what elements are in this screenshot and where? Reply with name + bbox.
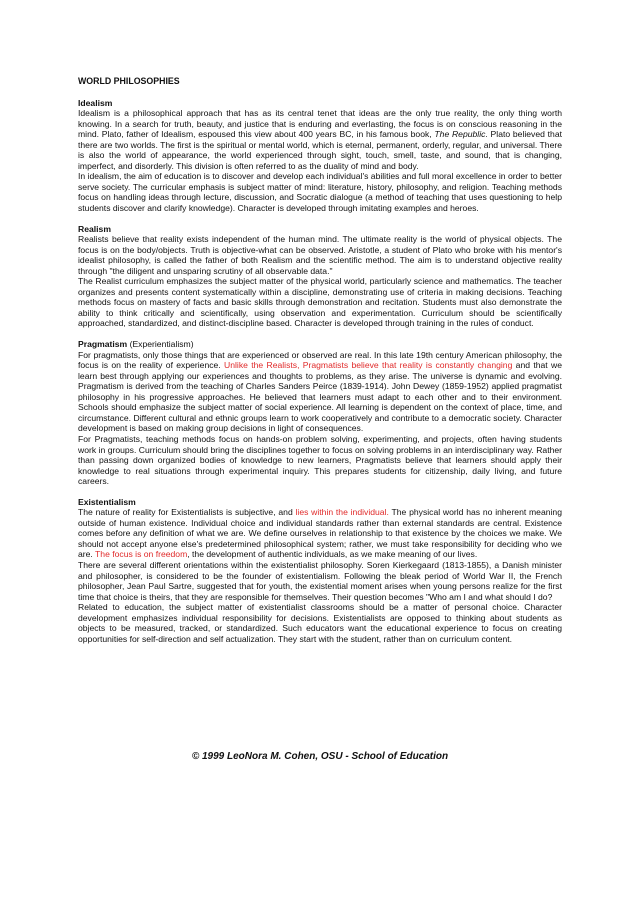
text-run: The Realist curriculum emphasizes the subject matter of the physical world, particularly science and mathematics. The teacher organizes and presents content systematically within a discipline, demonstrating use of criteria in making decisions. Teaching methods focus on mastery of facts and basic skills through demonstration and recitation. Students must also demonstrate the ability to think critically and scientifically, using observation and experimentation. Curriculum should be scientifically approached, standardized, and distinct-discipline based. Character is developed through training in the rules of conduct. [78,276,562,329]
text-run: and that we learn best through applying our experiences and thoughts to problems, as they arise. The universe is dynamic and evolving. Pragmatism is derived from the teaching of Charles Sanders Peirce (1839-1914). John Dewey (1859-1952) applied pragmatist philosophy in his progressive approaches. He believed that learners must adapt to each other and to their environment. Schools should emphasize the subject matter of social experience. All learning is dependent on the context of place, time, and circumstance. Different cultural and ethnic groups learn to work cooperatively and contribute to a democratic society. Character development is based on making group decisions in light of consequences. [78,360,562,434]
section-heading [78,497,562,508]
text-run: Idealism is a philosophical approach that has as its central tenet that ideas are the only true reality, the only thing worth knowing. In a search for truth, beauty, and justice that is enduring and everlasting, the focus is on conscious reasoning in the mind. Plato, father of Idealism, espoused this view about 400 years BC, in his famous book, [78,108,562,140]
sections-container [78,98,562,645]
section-heading [78,98,562,109]
document-body [78,76,562,654]
highlighted-text: The focus is on freedom [95,549,188,560]
text-run: In idealism, the aim of education is to discover and develop each individual's abilities and full moral excellence in order to better serve society. The curricular emphasis is subject matter of mind: literature, history, philosophy, and religion. Teaching methods focus on handling ideas through lecture, discussion, and Socratic dialogue (a method of teaching that uses questioning to help students discover and clarify knowledge). Character is developed through imitating examples and heroes. [78,171,562,214]
section-existentialism [78,497,562,645]
copyright-footer: © 1999 LeoNora M. Cohen, OSU - School of Education [191,751,449,762]
section-heading-text: Realism [78,223,111,234]
text-run: . Plato believed that there are two worlds. The first is the spiritual or mental world, which is eternal, permanent, orderly, regular, and universal. There is also the world of appearance, the world experienced through sight, touch, smell, taste, and sound, that is changing, imperfect, and disorderly. This division is often referred to as the duality of mind and body. [78,129,562,171]
book-title: The Republic [434,129,486,140]
paragraph [78,108,562,171]
paragraph [78,507,562,560]
paragraph [78,434,562,487]
text-run: The physical world has no inherent meaning outside of human existence. Individual choice and individual standards rather than external standards are central. Existence comes before any definition of what we are. We define ourselves in relationship to that existence by the choices we make. We should not accept anyone else's predetermined philosophical system; rather, we must take responsibility for deciding who we are. [78,507,562,560]
text-run: Related to education, the subject matter of existentialist classrooms should be a matter of personal choice. Character development emphasizes individual responsibility for decisions. Existentialists are opposed to thinking about students as objects to be measured, tracked, or standardized. Such educators want the educational experience to focus on creating opportunities for self-direction and self actualization. They start with the student, rather than on curriculum content. [78,602,562,644]
section-heading-text: Pragmatism [78,339,128,350]
section-heading [78,224,562,235]
highlighted-text: lies within the individual. [295,507,389,518]
section-idealism [78,98,562,214]
text-run: For Pragmatists, teaching methods focus on hands-on problem solving, experimenting, and projects, often having students work in groups. Curriculum should bring the disciplines together to focus on solving problems in an interdisciplinary way. Rather than passing down organized bodies of knowledge to new learners, Pragmatists believe that learners should apply their knowledge to real situations through experimental inquiry. This prepares students for citizenship, daily living, and future careers. [78,433,562,487]
text-run: There are several different orientations within the existentialist philosophy. Soren Kierkegaard (1813-1855), a Danish minister and philosopher, is considered to be the founder of existentialism. Following the bleak period of World War II, the French philosopher, Jean Paul Sartre, suggested that for youth, the existential moment arises when young persons realize for the first time that choice is theirs, that they are responsible for themselves. Their question becomes "Who am I and what should I do? [78,559,562,602]
paragraph [78,602,562,644]
paragraph [78,560,562,602]
text-run: The nature of reality for Existentialists is subjective, and [78,507,296,518]
paragraph [78,234,562,276]
paragraph [78,350,562,434]
section-realism [78,224,562,329]
section-heading-text: Idealism [78,97,113,108]
highlighted-text: Unlike the Realists, Pragmatists believe that reality is constantly changing [224,360,513,371]
text-run: For pragmatists, only those things that are experienced or observed are real. In this late 19th century American philosophy, the focus is on the reality of experience. [78,349,562,371]
section-heading-text: Existentialism [78,496,136,507]
text-run: , the development of authentic individuals, as we make meaning of our lives. [187,549,478,560]
section-heading [78,339,562,350]
document-title: WORLD PHILOSOPHIES [78,76,180,86]
text-run: Realists believe that reality exists independent of the human mind. The ultimate reality is the world of physical objects. The focus is on the body/objects. Truth is objective-what can be observed. Aristotle, a student of Plato who broke with his mentor's idealist philosophy, is called the father of both Realism and the scientific method. The aim is to understand objective reality through "the diligent and unsparing scrutiny of all observable data." [78,234,562,276]
section-pragmatism [78,339,562,487]
paragraph [78,171,562,213]
paragraph [78,276,562,329]
section-subheading: (Experientialism) [127,339,194,350]
